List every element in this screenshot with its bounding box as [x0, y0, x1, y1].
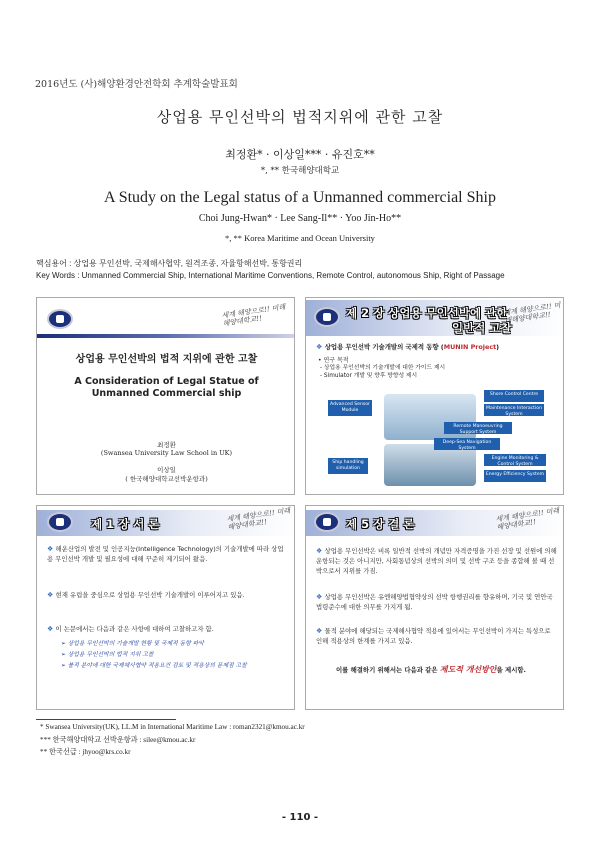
conclusion-paragraph-2: ❖ 상업용 무인선박은 유엔해양법협약상의 선박 항행권리를 향유하며, 기국 및 연안국 법령준수에 대한 의무를 가지게 됨. — [316, 593, 553, 611]
footnote-3: ** 한국선급 : jhyoo@krs.co.kr — [40, 748, 131, 756]
slide-author2-affiliation: ( 한국해양대학교선박운항과) — [125, 475, 208, 483]
university-logo-icon — [314, 512, 340, 532]
keywords-english-list: Unmanned Commercial Ship, International Maritime Conventions, Remote Control, autonomous Ship, Right of Passage — [81, 271, 505, 280]
bullet-icon: ❖ — [47, 591, 56, 599]
slide-author1: 최정환 — [157, 441, 176, 449]
bullet-icon: ❖ — [316, 593, 325, 601]
slide-author2: 이상일 — [157, 466, 176, 474]
bullet-icon: ❖ — [47, 545, 56, 553]
footnote-1: * Swansea University(UK), LL.M in International Maritime Law : roman2321@kmou.ac.kr — [40, 723, 305, 731]
diagram-box-engine-monitoring: Engine Monitoring & Control System — [484, 454, 546, 466]
arrow-icon: ➢ — [61, 641, 68, 647]
chapter1-title: 제 1 장 서 론 — [91, 517, 160, 531]
university-logo-icon — [47, 512, 73, 532]
keywords-english-label: Key Words : — [36, 271, 80, 280]
keywords-korean — [36, 258, 302, 269]
slogan-signature: 세계 해양으로!! 미래해양대학교!! — [495, 506, 560, 532]
footnote-2: *** 한국해양대학교 선박운항과 : silee@kmou.ac.kr — [40, 736, 196, 744]
munin-project-label: MUNIN Project — [443, 343, 497, 351]
conclusion-paragraph-1: ❖ 상업용 무인선박은 비록 일반적 선박의 개념만 자격증명을 가진 선장 및 선원에 의해 운항되는 것은 아니지만, 사회통념상의 선박의 의미 및 선박 구조 등을 종합해 볼 때 선박으로서 지위를 가짐. — [316, 547, 557, 575]
bullet-icon: ❖ — [47, 625, 56, 633]
slide-chapter5 — [305, 505, 564, 710]
slogan-signature: 세계 해양으로!! 미래해양대학교!! — [221, 303, 286, 328]
slide-title — [36, 297, 295, 495]
diagram-box-sensor-module: Advanced Sensor Module — [328, 400, 372, 416]
authors-korean: 최정환* · 이상일*** · 유진호** — [225, 148, 375, 161]
munin-diagram — [324, 386, 549, 492]
bullet-icon: ❖ — [316, 343, 325, 351]
slide-title-english-line2: Unmanned Commercial ship — [91, 388, 242, 399]
chapter2-title-line1: 제 2 장 상업용 무인선박에 관한 — [346, 306, 508, 320]
bullet-icon: ❖ — [316, 547, 325, 555]
intro-paragraph-2: ❖ 현재 유럽을 중심으로 상업용 무인선박 기술개발이 이루어지고 있음. — [47, 591, 245, 599]
university-logo-icon — [47, 309, 73, 329]
affiliation-korean: *, ** 한국해양대학교 — [260, 166, 340, 176]
diagram-box-energy-efficiency: Energy Efficiency System — [484, 470, 546, 482]
bullet-icon: ❖ — [316, 627, 325, 635]
slogan-signature: 세계 해양으로!! 미래해양대학교!! — [503, 301, 562, 325]
arrow-icon: ➢ — [61, 652, 68, 658]
diagram-box-shore-control: Shore Control Centre — [484, 390, 544, 402]
keywords-english — [36, 271, 505, 280]
trend-heading: ❖ 상업용 무인선박 기술개발의 국제적 동향 (MUNIN Project) — [316, 343, 500, 351]
arrow-icon: ➢ — [61, 663, 68, 669]
conclusion-paragraph-3: ❖ 물적 분야에 해당되는 국제해사협약 적용에 있어서는 무인선박이 가지는 특성으로 인해 적용상의 한계를 가지고 있음. — [316, 627, 551, 645]
diagram-box-ship-handling: Ship handling simulation — [328, 458, 368, 474]
conference-header: 2016년도 (사)해양환경안전학회 추계학술발표회 — [35, 79, 238, 90]
intro-subitem-3: ➢ 불적 분야에 대한 국제해사협약 적용요건 검토 및 적용상의 문제점 고찰 — [61, 663, 247, 669]
diagram-box-deep-sea-navigation: Deep-Sea Navigation System — [434, 438, 500, 450]
slide-divider — [37, 334, 295, 338]
intro-subitem-1: ➢ 상업용 무인선박의 기술개발 현황 및 국제적 동향 파악 — [61, 641, 204, 647]
footnote-rule — [36, 719, 176, 720]
intro-paragraph-3: ❖ 이 논문에서는 다음과 같은 사항에 대하여 고찰하고자 함. — [47, 625, 214, 633]
slide-chapter1 — [36, 505, 295, 710]
purpose-item-2: - Simulator 개발 및 향후 방향성 제시 — [320, 373, 418, 379]
intro-subitem-2: ➢ 상업용 무인선박의 법적 지위 고찰 — [61, 652, 154, 658]
institutional-improvement-highlight: 제도적 개선방안 — [439, 665, 497, 674]
diagram-box-maintenance: Maintenance Interaction System — [484, 404, 544, 416]
paper-title-english: A Study on the Legal status of a Unmanned commercial Ship — [104, 189, 496, 206]
slide-author1-affiliation: (Swansea University Law School in UK) — [100, 449, 233, 457]
authors-english: Choi Jung-Hwan* · Lee Sang-Il** · Yoo Jin-Ho** — [198, 213, 402, 224]
purpose-item-1: - 상업용 무인선박의 기술개발에 대한 가이드 제시 — [320, 365, 446, 371]
affiliation-english: *, ** Korea Maritime and Ocean University — [225, 233, 375, 243]
chapter5-title: 제 5 장 결 론 — [346, 517, 415, 531]
keywords-korean-list: 상업용 무인선박, 국제해사협약, 원격조종, 자율항해선박, 통항권리 — [73, 259, 303, 268]
intro-paragraph-1: ❖ 해운산업의 발전 및 인공지능(Intelligence Technology)의 기술개발에 따라 상업용 무인선박 개발 및 필요성에 대해 꾸준히 제기되어 왔음. — [47, 545, 284, 563]
keywords-korean-label: 핵심용어 : — [36, 259, 72, 268]
conclusion-closing: 이를 해결하기 위해서는 다음과 같은 제도적 개선방안을 제시함. — [336, 665, 526, 674]
slide-title-english-line1: A Consideration of Legal Statue of — [74, 376, 259, 387]
paper-title-korean: 상업용 무인선박의 법적지위에 관한 고찰 — [156, 108, 444, 126]
chapter2-title-line2: 일반적 고찰 — [452, 321, 512, 335]
slide-chapter2 — [305, 297, 564, 495]
slogan-signature: 세계 해양으로!! 미래해양대학교!! — [226, 506, 291, 532]
page-number: - 110 - — [281, 812, 319, 823]
diagram-box-remote-manoeuvring: Remote Manoeuvring Support System — [444, 422, 512, 434]
slide-title-korean: 상업용 무인선박의 법적 지위에 관한 고찰 — [75, 354, 258, 365]
purpose-title: • 연구 목적 — [318, 357, 349, 364]
university-logo-icon — [314, 307, 340, 327]
